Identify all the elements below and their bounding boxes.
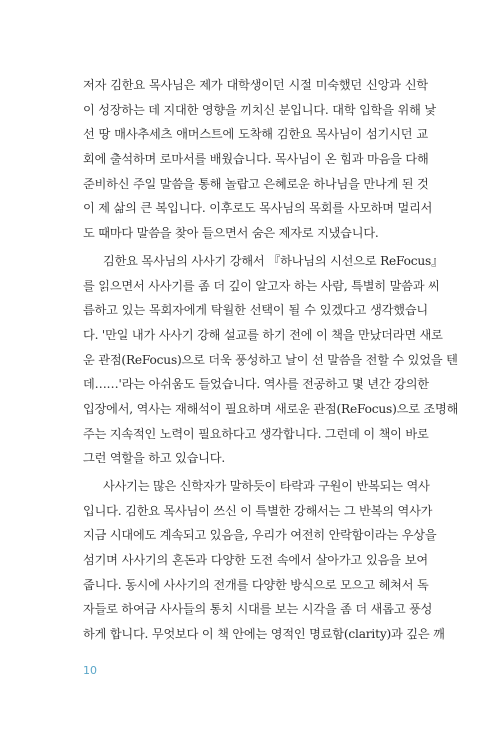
text-line: 운 관점(ReFocus)으로 더욱 풍성하고 날이 선 말씀을 전할 수 있었을 텐 bbox=[83, 352, 458, 367]
text-line: 입장에서, 역사는 재해석이 필요하며 새로운 관점(ReFocus)으로 조명해 bbox=[83, 401, 459, 416]
paragraph-3 bbox=[83, 474, 445, 647]
text-line: 도 때마다 말씀을 찾아 들으면서 숨은 제자로 지냈습니다. bbox=[83, 226, 379, 241]
text-line: 줍니다. 동시에 사사기의 전개를 다양한 방식으로 모으고 헤쳐서 독 bbox=[83, 577, 429, 592]
text-line: 저자 김한요 목사님은 제가 대학생이던 시절 미숙했던 신앙과 신학 bbox=[83, 78, 428, 92]
text-line: 준비하신 주일 말씀을 통해 놀랍고 은혜로운 하나님을 만나게 된 것 bbox=[83, 176, 429, 191]
text-line: 데……'라는 아쉬움도 들었습니다. 역사를 전공하고 몇 년간 강의한 bbox=[83, 377, 429, 392]
text-line: 자들로 하여금 사사들의 통치 시대를 보는 시각을 좀 더 새롭고 풍성 bbox=[83, 602, 433, 617]
paragraph-1 bbox=[83, 73, 436, 246]
text-line: 이 성장하는 데 지대한 영향을 끼치신 분입니다. 대학 입학을 위해 낯 bbox=[83, 102, 436, 117]
text-line: 름하고 있는 목회자에게 탁월한 선택이 될 수 있겠다고 생각했습니 bbox=[83, 303, 428, 318]
paragraph-2 bbox=[83, 249, 459, 471]
text-line: 섬기며 사사기의 혼돈과 다양한 도전 속에서 살아가고 있음을 보여 bbox=[83, 553, 428, 568]
text-line: 를 읽으면서 사사기를 좀 더 깊이 알고자 하는 사람, 특별히 말씀과 씨 bbox=[83, 278, 440, 293]
text-line: 지금 시대에도 계속되고 있음을, 우리가 여전히 안락함이라는 우상을 bbox=[83, 528, 437, 543]
text-line: 회에 출석하며 로마서를 배웠습니다. 목사님이 온 힘과 마음을 다해 bbox=[83, 152, 429, 167]
page-number: 10 bbox=[83, 664, 97, 677]
text-line: 사사기는 많은 신학자가 말하듯이 타락과 구원이 반복되는 역사 bbox=[103, 479, 430, 493]
text-line: 입니다. 김한요 목사님이 쓰신 이 특별한 강해서는 그 반복의 역사가 bbox=[83, 503, 433, 518]
text-line: 김한요 목사님의 사사기 강해서 『하나님의 시선으로 ReFocus』 bbox=[103, 253, 444, 268]
text-line: 주는 지속적인 노력이 필요하다고 생각합니다. 그런데 이 책이 바로 bbox=[83, 426, 429, 441]
text-line: 선 땅 매사추세츠 애머스트에 도착해 김한요 목사님이 섬기시던 교 bbox=[83, 127, 428, 142]
body-text bbox=[83, 73, 459, 647]
text-line: 그런 역할을 하고 있습니다. bbox=[83, 451, 226, 466]
text-line: 다. '만일 내가 사사기 강해 설교를 하기 전에 이 책을 만났더라면 새로 bbox=[83, 327, 443, 342]
text-line: 하게 합니다. 무엇보다 이 책 안에는 영적인 명료함(clarity)과 깊은 깨 bbox=[83, 627, 445, 642]
text-line: 이 제 삶의 큰 복입니다. 이후로도 목사님의 목회를 사모하며 멀리서 bbox=[83, 201, 433, 216]
